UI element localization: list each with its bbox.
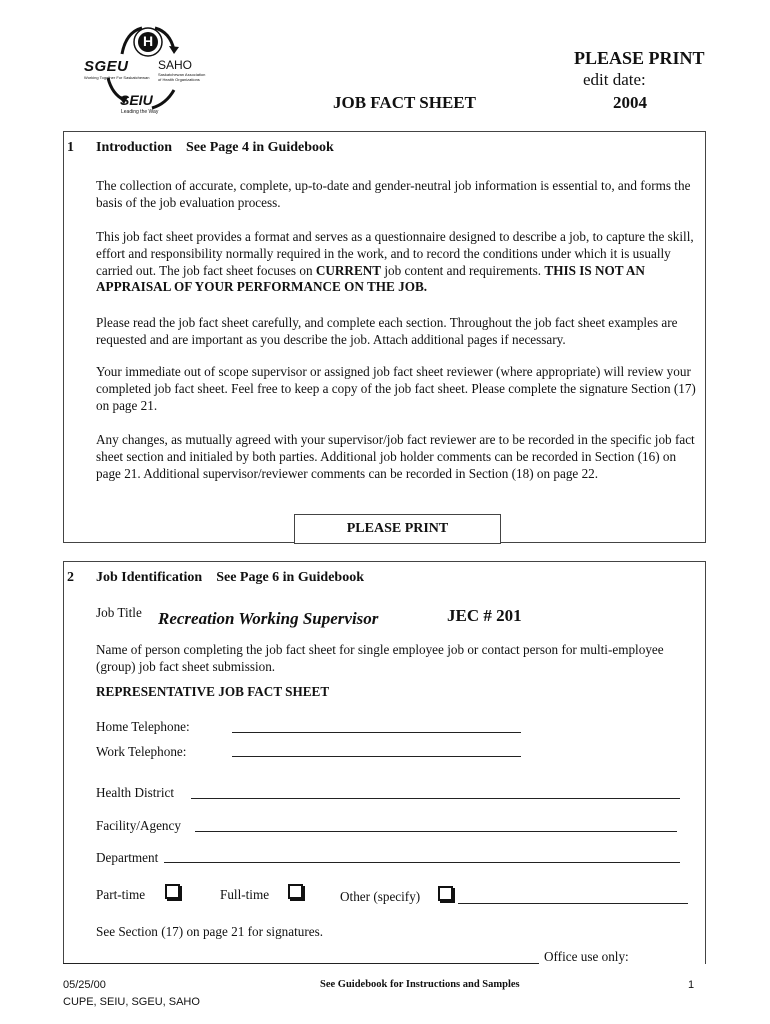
section-2-bottom-rule [63,963,539,964]
intro-paragraph-5: Any changes, as mutually agreed with your supervisor/job fact reviewer are to be recorded in the specific job fact sheet section and initialed by both parties. Additional job holder comments can be recorded in Section (16) on page 21. Additional supervisor/reviewer comments can be recorded in Section (18) on page 22. [96,432,695,481]
sgeu-logo: SGEU [84,58,129,75]
name-instructions: Name of person completing the job fact sheet for single employee job or contact person for multi-employee (group) job fact sheet submission. [96,642,664,674]
page-title: JOB FACT SHEET [333,93,476,112]
full-time-checkbox[interactable] [288,884,303,899]
intro-p2-not-appraisal: THIS IS NOT AN APPRAISAL OF YOUR PERFORMANCE ON THE JOB. [96,262,645,295]
jec-number[interactable]: JEC # 201 [447,606,522,625]
logo-cluster [80,20,205,120]
hospital-logo-letter: H [143,33,154,49]
section-2-title: Job Identification [96,570,203,585]
office-use-label: Office use only: [544,949,629,964]
other-specify-field[interactable] [458,903,688,904]
work-telephone-label: Work Telephone: [96,744,187,759]
intro-paragraph-2 [96,229,696,296]
saho-logo: SAHO [158,58,193,72]
saho-tagline: Saskatchewan Association of Health Organizations [158,72,206,82]
representative-label: REPRESENTATIVE JOB FACT SHEET [96,684,330,699]
intro-p2-current: CURRENT [315,262,382,278]
header-please-print: PLEASE PRINT [574,48,705,68]
footer-center-note: See Guidebook for Instructions and Samples [320,979,520,990]
seiu-logo: SEIU [120,92,153,108]
footer-date: 05/25/00 [63,979,106,991]
section-2-guide-ref: See Page 6 in Guidebook [216,570,364,585]
facility-agency-label: Facility/Agency [96,818,181,833]
health-district-field[interactable] [191,798,680,799]
job-title-label: Job Title [96,605,142,620]
intro-paragraph-4: Your immediate out of scope supervisor or assigned job fact sheet reviewer (where appropriate) will review your completed job fact sheet. Feel free to keep a copy of the job fact sheet. Please complete the signature Section (17) on page 21. [96,364,696,413]
section-1-title: Introduction [96,140,172,155]
section-1-number: 1 [67,140,74,155]
home-telephone-label: Home Telephone: [96,719,190,734]
footer-orgs: CUPE, SEIU, SGEU, SAHO [63,996,200,1008]
part-time-label: Part-time [96,887,146,902]
home-telephone-field[interactable] [232,732,521,733]
department-field[interactable] [164,862,680,863]
intro-p2-text-b: job content and requirements. [381,262,545,278]
part-time-checkbox[interactable] [165,884,180,899]
department-label: Department [96,850,159,865]
section-2-heading [96,570,364,586]
please-print-label: PLEASE PRINT [346,521,449,536]
seiu-tagline: Leading the Way [121,109,159,115]
signature-note: See Section (17) on page 21 for signatures. [96,924,324,939]
other-checkbox[interactable] [438,886,453,901]
intro-p2-text-a: This job fact sheet provides a format and serves as a questionnaire designed to describe a job, to capture the skill, effort and responsibility normally required in the work, and to record the conditions under which it is usually carried out. The job fact sheet focuses on [96,229,694,278]
intro-paragraph-1: The collection of accurate, complete, up-to-date and gender-neutral job information is essential to, and forms the basis of the job evaluation process. [96,178,691,210]
health-district-label: Health District [96,785,175,800]
intro-paragraph-3: Please read the job fact sheet carefully, and complete each section. Throughout the job fact sheet examples are requested and are important as you describe the job. Attach additional pages if necessary. [96,315,678,347]
other-specify-label: Other (specify) [340,889,421,904]
page-number: 1 [688,979,695,991]
job-title-value[interactable]: Recreation Working Supervisor [158,609,379,628]
edit-date-label: edit date: [583,70,646,89]
edit-date-year: 2004 [613,93,647,112]
section-2-number: 2 [67,570,74,585]
section-1-heading [96,140,334,156]
full-time-label: Full-time [220,887,270,902]
sgeu-tagline: Working Together For Saskatchewan [84,75,150,80]
work-telephone-field[interactable] [232,756,521,757]
section-1-guide-ref: See Page 4 in Guidebook [185,140,334,155]
facility-agency-field[interactable] [195,831,677,832]
